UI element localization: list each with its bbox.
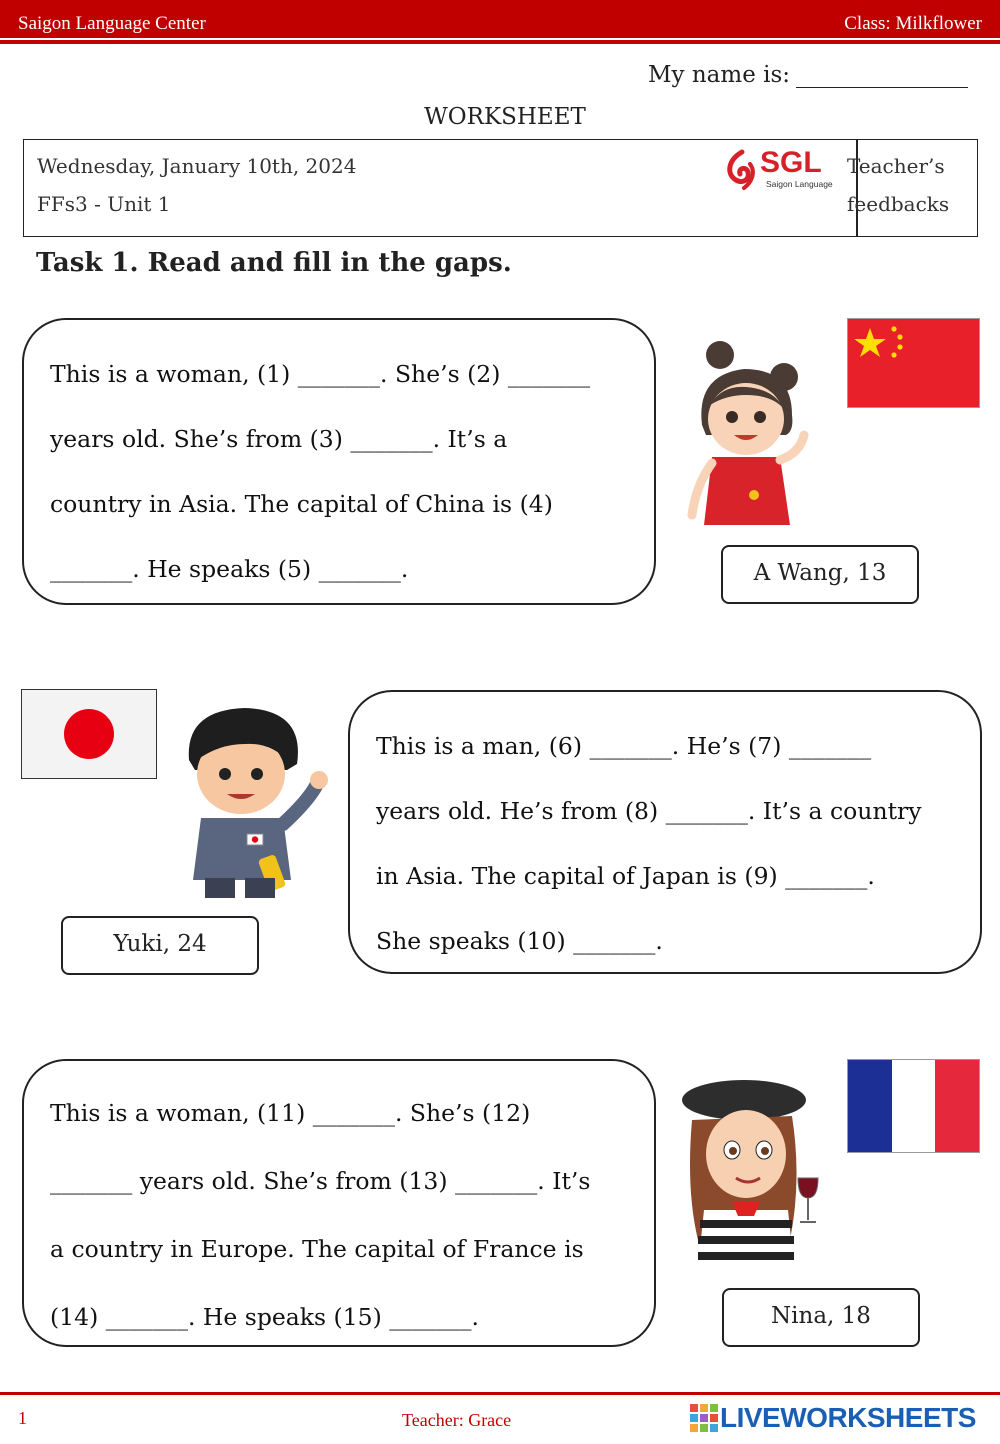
- passage-line: _______ years old. She’s from (13) _______. It’s: [50, 1167, 591, 1195]
- france-flag: [847, 1059, 980, 1153]
- unit-label: FFs3 - Unit 1: [37, 192, 171, 216]
- teacher-name: Teacher: Grace: [402, 1410, 512, 1430]
- passage-1-text: [50, 342, 590, 602]
- passage-3-text: [50, 1079, 590, 1351]
- lesson-date: Wednesday, January 10th, 2024: [37, 154, 357, 178]
- brand-text: LIVEWORKSHEETS: [720, 1402, 976, 1433]
- sgl-logo: [722, 148, 832, 192]
- footer-divider: [0, 1392, 1000, 1395]
- name-field: [648, 62, 968, 88]
- logo-subtext: Saigon Language: [766, 179, 833, 189]
- person-label-nina: Nina, 18: [722, 1288, 920, 1347]
- passage-2-bubble: [348, 690, 982, 974]
- passage-1-bubble: [22, 318, 656, 605]
- header-bar: [0, 0, 1000, 38]
- chinese-girl-illustration: [682, 335, 822, 530]
- passage-line: She speaks (10) _______.: [376, 927, 663, 955]
- passage-line: (14) _______. He speaks (15) _______.: [50, 1303, 479, 1331]
- info-box: [23, 139, 978, 237]
- japanese-boy-illustration: [175, 700, 330, 900]
- passage-line: This is a woman, (1) _______. She’s (2) _______: [50, 360, 591, 388]
- japan-flag: [21, 689, 157, 779]
- person-label-a-wang: A Wang, 13: [721, 545, 919, 604]
- task-number: Task 1.: [36, 248, 139, 278]
- page-number: 1: [18, 1408, 27, 1428]
- passage-2-text: [376, 714, 922, 974]
- person-label-yuki: Yuki, 24: [61, 916, 259, 975]
- class-label: Class: Milkflower: [844, 13, 982, 34]
- passage-line: years old. He’s from (8) _______. It’s a country: [376, 797, 922, 825]
- passage-3-bubble: [22, 1059, 656, 1347]
- french-woman-illustration: [680, 1070, 825, 1270]
- task-heading: [36, 248, 512, 278]
- worksheet-title: WORKSHEET: [424, 104, 586, 130]
- passage-line: This is a man, (6) _______. He’s (7) _______: [376, 732, 872, 760]
- passage-line: in Asia. The capital of Japan is (9) _______.: [376, 862, 875, 890]
- china-flag: [847, 318, 980, 408]
- feedback-label-2: feedbacks: [847, 192, 950, 216]
- feedback-label-1: Teacher’s: [847, 154, 945, 178]
- passage-line: country in Asia. The capital of China is (4): [50, 490, 553, 518]
- header-divider: [0, 40, 1000, 44]
- task-instruction: Read and fill in the gaps.: [147, 248, 512, 278]
- passage-line: _______. He speaks (5) _______.: [50, 555, 409, 583]
- school-name: Saigon Language Center: [18, 13, 206, 34]
- liveworksheets-logo: [690, 1402, 990, 1438]
- logo-text: SGL: [760, 146, 822, 179]
- passage-line: a country in Europe. The capital of France is: [50, 1235, 584, 1263]
- passage-line: This is a woman, (11) _______. She’s (12): [50, 1099, 531, 1127]
- name-prompt: My name is:: [648, 62, 791, 88]
- name-blank[interactable]: [796, 65, 968, 88]
- passage-line: years old. She’s from (3) _______. It’s a: [50, 425, 508, 453]
